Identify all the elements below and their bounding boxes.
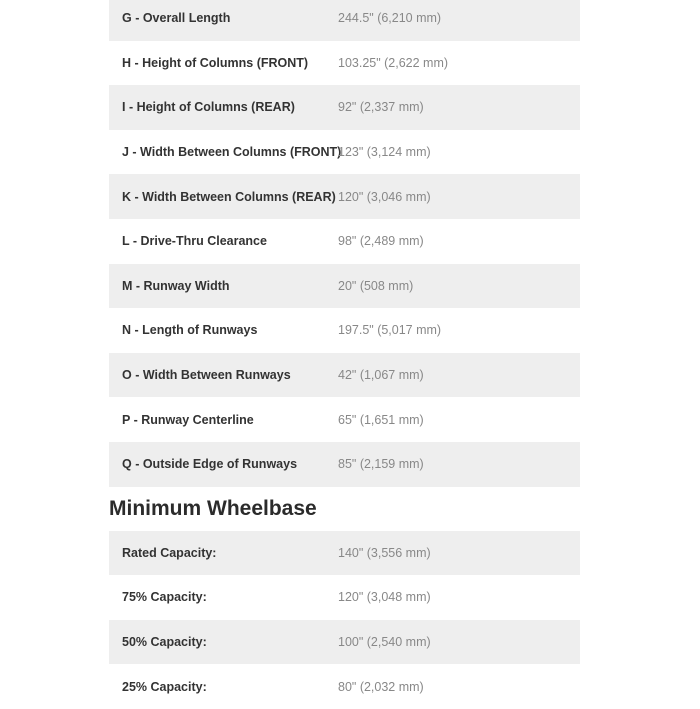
row-value: 103.25" (2,622 mm) — [338, 55, 449, 70]
table-row — [109, 264, 580, 309]
row-value: 65" (1,651 mm) — [338, 412, 424, 427]
row-value: 123" (3,124 mm) — [338, 145, 431, 160]
table-row — [109, 575, 580, 620]
row-value: 42" (1,067 mm) — [338, 368, 424, 383]
table-row — [109, 664, 580, 709]
row-value: 92" (2,337 mm) — [338, 100, 424, 115]
row-label: P - Runway Centerline — [122, 412, 254, 427]
row-value: 80" (2,032 mm) — [338, 679, 424, 694]
row-label: G - Overall Length — [122, 11, 231, 26]
row-value: 85" (2,159 mm) — [338, 457, 424, 472]
row-label: 50% Capacity: — [122, 635, 207, 650]
table-row — [109, 442, 580, 487]
row-label: H - Height of Columns (FRONT) — [122, 55, 309, 70]
dimensions-table — [109, 0, 580, 487]
row-label: Rated Capacity: — [122, 545, 217, 560]
row-label: N - Length of Runways — [122, 323, 258, 338]
row-label: K - Width Between Columns (REAR) — [122, 189, 336, 204]
table-row — [109, 174, 580, 219]
row-label: 25% Capacity: — [122, 679, 207, 694]
row-label: 75% Capacity: — [122, 590, 207, 605]
row-value: 140" (3,556 mm) — [338, 545, 431, 560]
section-heading-minimum-wheelbase: Minimum Wheelbase — [109, 496, 317, 520]
row-label: L - Drive-Thru Clearance — [122, 234, 267, 249]
row-value: 120" (3,046 mm) — [338, 189, 431, 204]
row-label: J - Width Between Columns (FRONT) — [122, 145, 342, 160]
wheelbase-table — [109, 531, 580, 709]
row-label: I - Height of Columns (REAR) — [122, 100, 295, 115]
table-row — [109, 130, 580, 175]
row-label: O - Width Between Runways — [122, 368, 291, 383]
row-value: 197.5" (5,017 mm) — [338, 323, 442, 338]
row-value: 120" (3,048 mm) — [338, 590, 431, 605]
table-row — [109, 308, 580, 353]
table-row — [109, 620, 580, 665]
table-row — [109, 219, 580, 264]
row-value: 20" (508 mm) — [338, 278, 414, 293]
table-row — [109, 85, 580, 130]
row-value: 244.5" (6,210 mm) — [338, 11, 442, 26]
table-row — [109, 397, 580, 442]
row-label: M - Runway Width — [122, 278, 230, 293]
spec-content — [109, 0, 580, 709]
row-value: 100" (2,540 mm) — [338, 635, 431, 650]
table-row — [109, 41, 580, 86]
table-row — [109, 531, 580, 576]
row-value: 98" (2,489 mm) — [338, 234, 424, 249]
row-label: Q - Outside Edge of Runways — [122, 457, 298, 472]
table-row — [109, 353, 580, 398]
table-row — [109, 0, 580, 41]
